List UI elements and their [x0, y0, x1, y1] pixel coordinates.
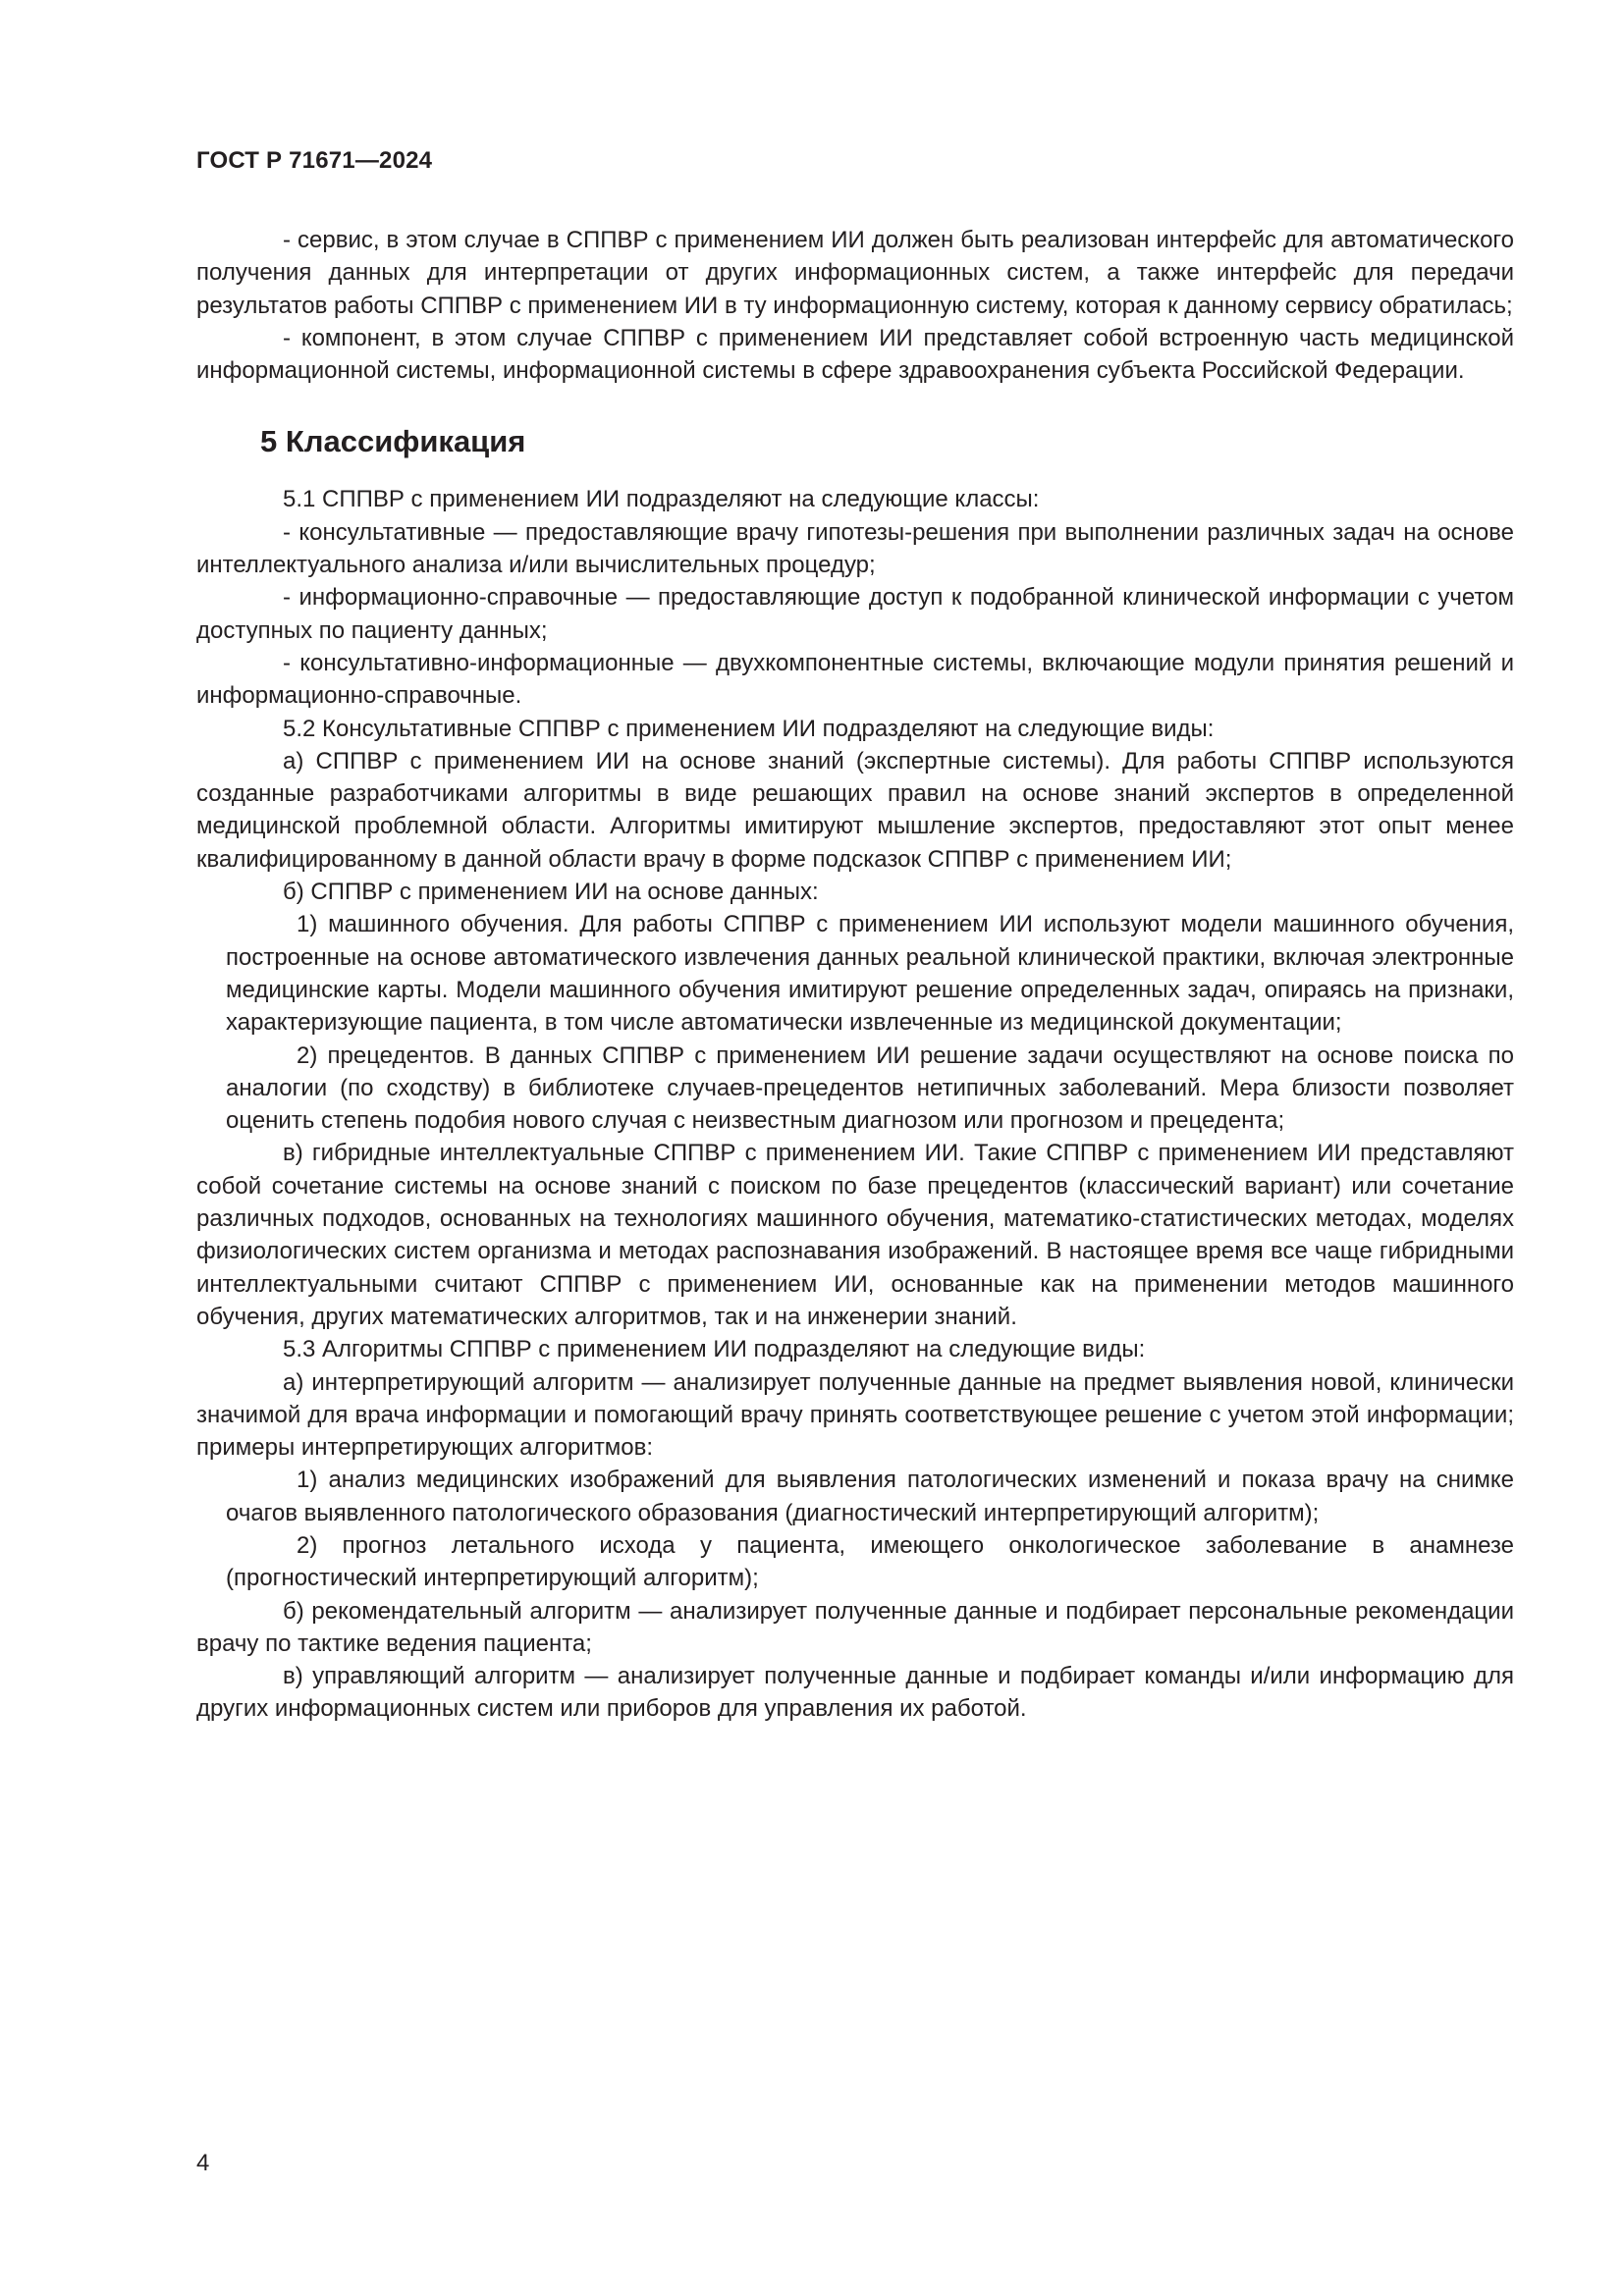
list-item: а) интерпретирующий алгоритм — анализирует полученные данные на предмет выявления новой, клинически значимой для врача информации и помогающий врачу принять соответствующее решение с учетом этой информации; примеры интерпретирующих алгоритмов:	[196, 1368, 1514, 1462]
list-item: - консультативно-информационные — двухкомпонентные системы, включающие модули принятия решений и информационно-справочные.	[196, 649, 1514, 710]
page-number: 4	[196, 2150, 210, 2176]
list-item: б) рекомендательный алгоритм — анализирует полученные данные и подбирает персональные рекомендации врачу по тактике ведения пациента;	[196, 1597, 1514, 1657]
section-heading: 5 Классификация	[260, 424, 526, 459]
list-item: а) СППВР с применением ИИ на основе знаний (экспертные системы). Для работы СППВР используются созданные разработчиками алгоритмы в виде решающих правил на основе знаний экспертов в определенной медицинской проблемной области. Алгоритмы имитируют мышление экспертов, предоставляют этот опыт менее квалифицированному в данной области врачу в форме подсказок СППВР с применением ИИ;	[196, 747, 1514, 873]
clause-5-3: 5.3 Алгоритмы СППВР с применением ИИ подразделяют на следующие виды:	[283, 1336, 1146, 1363]
sub-list-item: 1) анализ медицинских изображений для выявления патологических изменений и показа врачу на снимке очагов выявленного патологического образования (диагностический интерпретирующий алгоритм);	[226, 1467, 1514, 1526]
sub-list-item: 1) машинного обучения. Для работы СППВР с применением ИИ используют модели машинного обучения, построенные на основе автоматического извлечения данных реальной клинической практики, включая электронные медицинские карты. Модели машинного обучения имитируют решение определенных задач, опираясь на признаки, характеризующие пациента, в том числе автоматически извлеченные из медицинской документации;	[226, 911, 1514, 1037]
sub-list-item: 2) прогноз летального исхода у пациента, имеющего онкологическое заболевание в анамнезе (прогностический интерпретирующий алгоритм);	[226, 1531, 1514, 1592]
document-code: ГОСТ Р 71671—2024	[196, 147, 433, 174]
clause-5-2: 5.2 Консультативные СППВР с применением ИИ подразделяют на следующие виды:	[283, 715, 1215, 742]
intro-paragraph: - компонент, в этом случае СППВР с применением ИИ представляет собой встроенную часть медицинской информационной системы, информационной системы в сфере здравоохранения субъекта Российской Федерации.	[196, 324, 1514, 385]
clause-5-1: 5.1 СППВР с применением ИИ подразделяют на следующие классы:	[283, 486, 1040, 513]
page-body	[196, 224, 1514, 1726]
list-item: - информационно-справочные — предоставляющие доступ к подобранной клинической информации с учетом доступных по пациенту данных;	[196, 584, 1514, 644]
sub-list-item: 2) прецедентов. В данных СППВР с применением ИИ решение задачи осуществляют на основе поиска по аналогии (по сходству) в библиотеке случаев-прецедентов нетипичных заболеваний. Мера близости позволяет оценить степень подобия нового случая с неизвестным диагнозом или прогнозом и прецедента;	[226, 1041, 1514, 1135]
list-item: б) СППВР с применением ИИ на основе данных:	[283, 879, 819, 906]
list-item: - консультативные — предоставляющие врачу гипотезы-решения при выполнении различных задач на основе интеллектуального анализа и/или вычислительных процедур;	[196, 518, 1514, 579]
intro-paragraph: - сервис, в этом случае в СППВР с применением ИИ должен быть реализован интерфейс для автоматического получения данных для интерпретации от других информационных систем, а также интерфейс для передачи результатов работы СППВР с применением ИИ в ту информационную систему, которая к данному сервису обратилась;	[196, 227, 1514, 319]
list-item: в) гибридные интеллектуальные СППВР с применением ИИ. Такие СППВР с применением ИИ представляют собой сочетание системы на основе знаний с поиском по базе прецедентов (классический вариант) или сочетание различных подходов, основанных на технологиях машинного обучения, математико-статистических методах, моделях физиологических систем организма и методах распознавания изображений. В настоящее время все чаще гибридными интеллектуальными считают СППВР с применением ИИ, основанные как на применении методов машинного обучения, других математических алгоритмов, так и на инженерии знаний.	[196, 1140, 1514, 1330]
list-item: в) управляющий алгоритм — анализирует полученные данные и подбирает команды и/или информацию для других информационных систем или приборов для управления их работой.	[196, 1663, 1514, 1723]
